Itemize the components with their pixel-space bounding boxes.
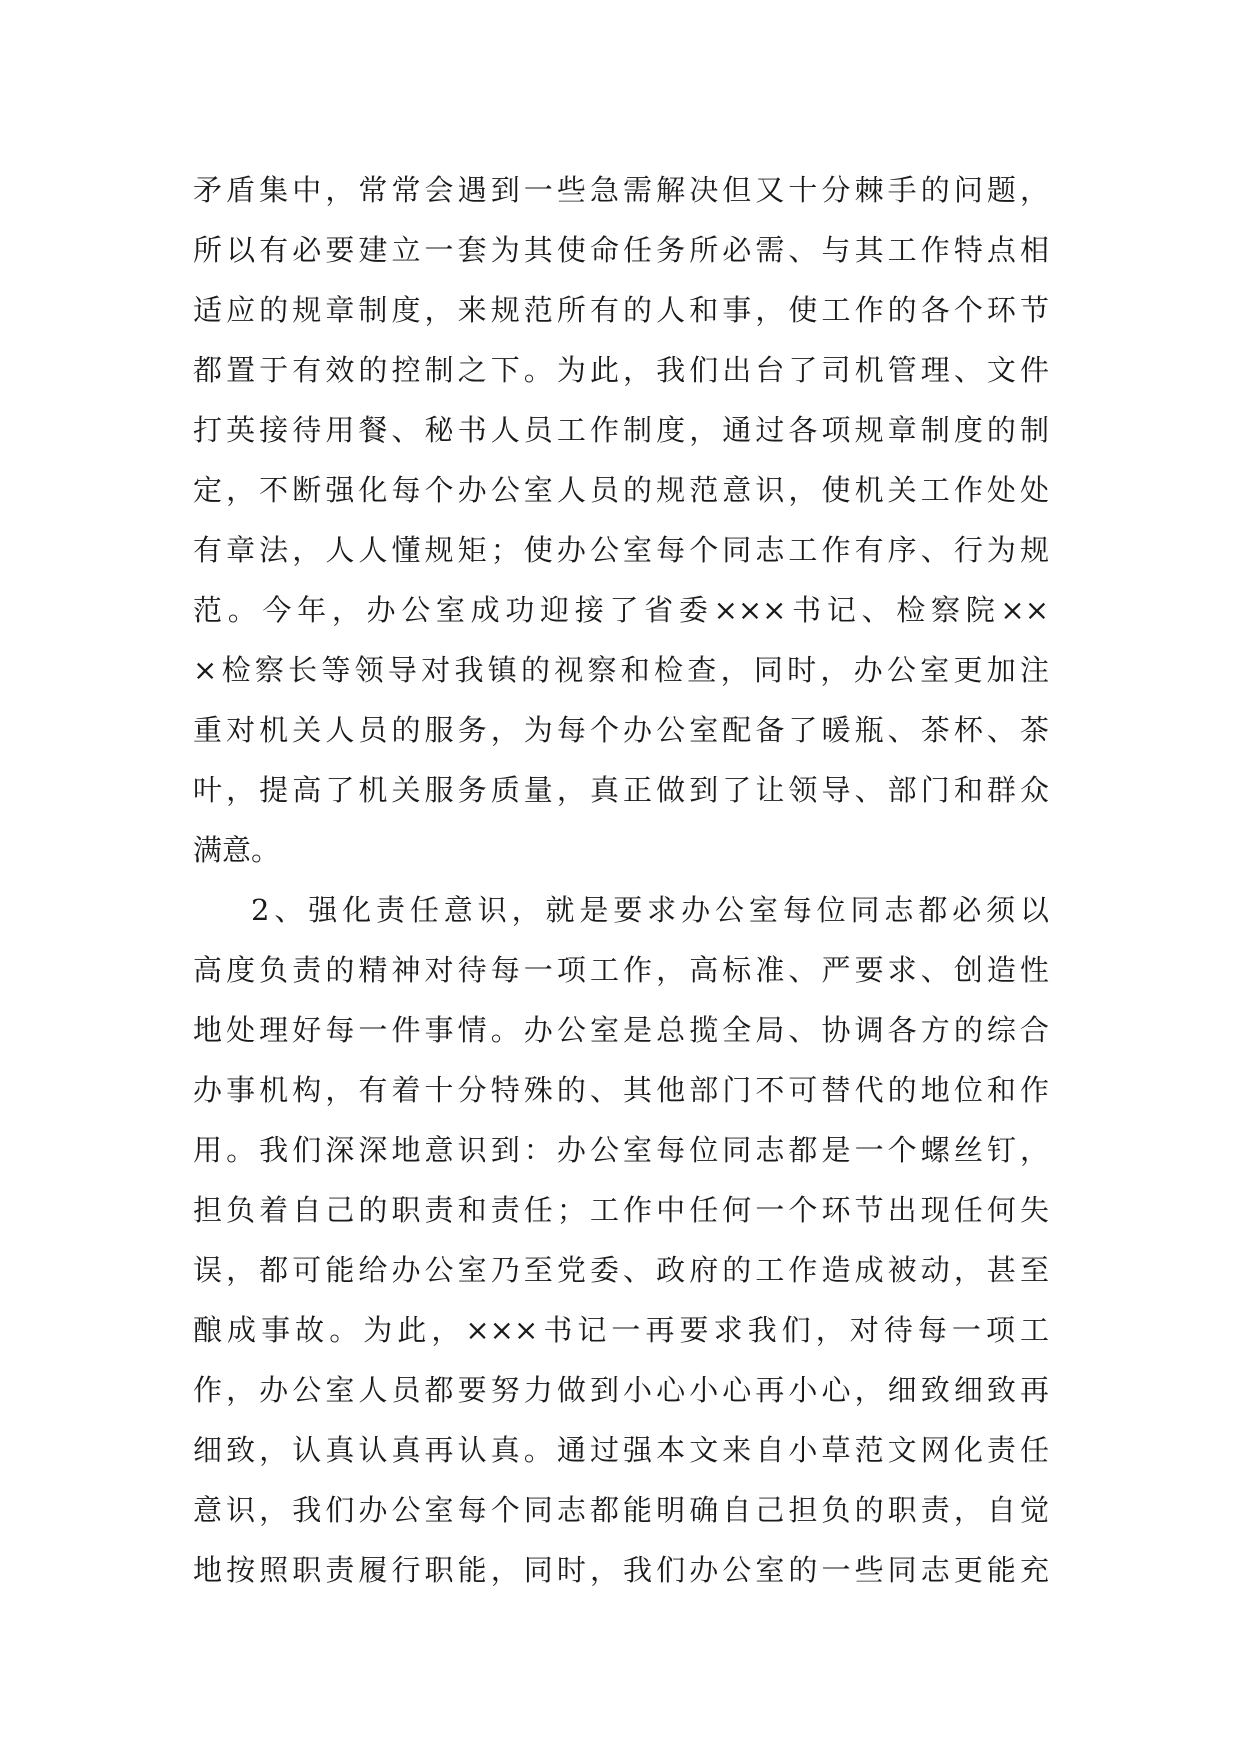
body-text (193, 160, 1049, 1600)
text-line: 地处理好每一件事情。办公室是总揽全局、协调各方的综合 (193, 1013, 1049, 1047)
text-line: 高度负责的精神对待每一项工作，高标准、严要求、创造性 (193, 953, 1049, 987)
text-line: 误，都可能给办公室乃至党委、政府的工作造成被动，甚至 (193, 1253, 1049, 1287)
text-line: 地按照职责履行职能，同时，我们办公室的一些同志更能充 (193, 1553, 1049, 1587)
text-line: 都置于有效的控制之下。为此，我们出台了司机管理、文件 (193, 353, 1049, 387)
text-line: 矛盾集中，常常会遇到一些急需解决但又十分棘手的问题， (193, 173, 1049, 207)
text-line: 所以有必要建立一套为其使命任务所必需、与其工作特点相 (193, 233, 1049, 267)
paragraph-end-line: 满意。 (193, 833, 281, 867)
text-line: 担负着自己的职责和责任；工作中任何一个环节出现任何失 (193, 1193, 1049, 1227)
text-line: ×检察长等领导对我镇的视察和检查，同时，办公室更加注 (193, 653, 1049, 687)
text-line: 办事机构，有着十分特殊的、其他部门不可替代的地位和作 (193, 1073, 1049, 1107)
text-line: 作，办公室人员都要努力做到小心小心再小心，细致细致再 (193, 1373, 1049, 1407)
text-line: 有章法，人人懂规矩；使办公室每个同志工作有序、行为规 (193, 533, 1049, 567)
text-line: 定，不断强化每个办公室人员的规范意识，使机关工作处处 (193, 473, 1049, 507)
paragraph-start-line: 2、强化责任意识，就是要求办公室每位同志都必须以 (251, 893, 1049, 927)
text-line: 叶，提高了机关服务质量，真正做到了让领导、部门和群众 (193, 773, 1049, 807)
text-line: 重对机关人员的服务，为每个办公室配备了暖瓶、茶杯、茶 (193, 713, 1049, 747)
text-line: 适应的规章制度，来规范所有的人和事，使工作的各个环节 (193, 293, 1049, 327)
text-line: 酿成事故。为此，×××书记一再要求我们，对待每一项工 (193, 1313, 1049, 1347)
text-line: 细致，认真认真再认真。通过强本文来自小草范文网化责任 (193, 1433, 1049, 1467)
text-line: 用。我们深深地意识到：办公室每位同志都是一个螺丝钉， (193, 1133, 1049, 1167)
text-line: 打英接待用餐、秘书人员工作制度，通过各项规章制度的制 (193, 413, 1049, 447)
text-line: 意识，我们办公室每个同志都能明确自己担负的职责，自觉 (193, 1493, 1049, 1527)
text-line: 范。今年，办公室成功迎接了省委×××书记、检察院×× (193, 593, 1049, 627)
